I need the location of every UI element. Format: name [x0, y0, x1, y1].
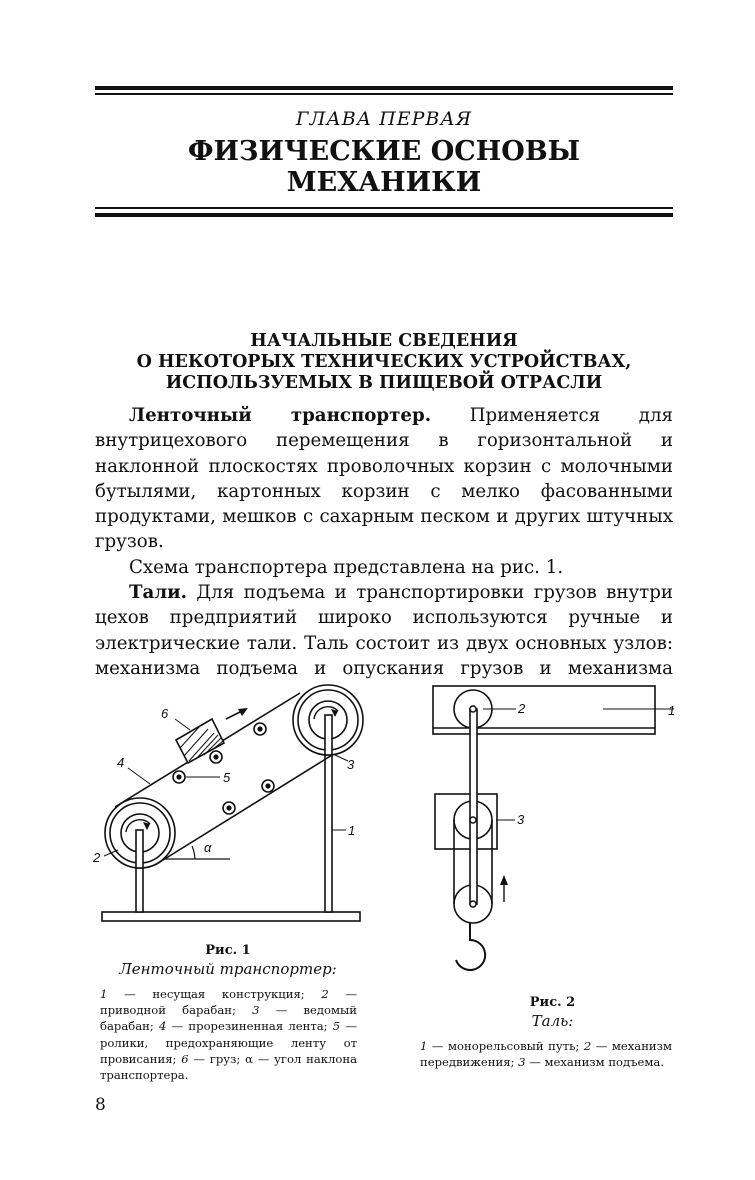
body-text [95, 403, 673, 681]
legend-number: 3 [252, 1003, 260, 1018]
fig2-label-2: 2 [518, 701, 526, 716]
angle-arc [192, 846, 195, 859]
paragraph-lead: Ленточный транспортер. [129, 405, 432, 426]
base-plate [102, 912, 360, 921]
section-title-line: О НЕКОТОРЫХ ТЕХНИЧЕСКИХ УСТРОЙСТВАХ, [136, 352, 632, 372]
legend-number: 6 [181, 1051, 189, 1066]
fig1-label-6: 6 [161, 706, 169, 721]
fig1-label-4: 4 [117, 755, 125, 770]
legend-text: — механизм подъема. [525, 1055, 665, 1070]
paragraph [95, 580, 673, 681]
legend-number: 4 [158, 1019, 167, 1034]
support-post-left-top [136, 830, 143, 868]
legend-number: 5 [332, 1019, 341, 1034]
legend-number: 2 [321, 987, 329, 1001]
top-rule-thick [95, 86, 673, 90]
legend-number: 2 [583, 1039, 592, 1053]
legend-number: 1 [420, 1039, 428, 1053]
bottom-rule-thick [95, 213, 673, 217]
top-rule-thin [95, 93, 673, 95]
hook [456, 923, 485, 970]
chapter-title [95, 136, 673, 198]
lift-arrow-head [500, 875, 508, 885]
bottom-rule-thin [95, 207, 673, 209]
legend-text: — ведомый барабан; [100, 1003, 357, 1034]
figure-2-caption-title: Рис. 2 [529, 995, 576, 1010]
figure-2-legend [420, 1038, 672, 1070]
fig1-label-2: 2 [93, 850, 101, 865]
figure-1-caption-title: Рис. 1 [205, 943, 251, 958]
chapter-title-line: МЕХАНИКИ [286, 167, 482, 198]
chapter-label: ГЛАВА ПЕРВАЯ [295, 108, 473, 130]
section-title [95, 331, 673, 394]
fig1-label-1: 1 [348, 823, 356, 838]
legend-text: — прорезиненная лента; [166, 1019, 333, 1034]
fig1-label-3: 3 [347, 757, 355, 772]
fig2-label-1: 1 [668, 703, 676, 718]
fig1-label-5: 5 [223, 770, 231, 785]
legend-text: — несущая конструкция; [107, 987, 322, 1001]
chapter-title-line: ФИЗИЧЕСКИЕ ОСНОВЫ [187, 136, 581, 167]
paragraph-text: Схема транспортера представлена на рис. 1. [129, 556, 564, 578]
paragraph [95, 555, 673, 580]
fig1-label-alpha: α [204, 840, 212, 855]
paragraph-text: Для подъема и транспортировки грузов внутри цехов предприятий широко используются ручные и электрические тали. Таль состоит из двух основных узлов: механизма подъема и опускания грузов и механизма [95, 582, 673, 679]
page-number: 8 [95, 1095, 106, 1115]
legend-text: — механизм передвижения; [420, 1039, 673, 1070]
section-title-line: НАЧАЛЬНЫЕ СВЕДЕНИЯ [250, 331, 518, 351]
figure-1-legend [100, 986, 357, 1083]
fig2-label-3: 3 [517, 812, 525, 827]
legend-text: — монорельсовый путь; [427, 1039, 584, 1053]
legend-text: — груз; α — угол наклона транспортера. [100, 1051, 357, 1083]
legend-text: — приводной барабан; [100, 987, 358, 1018]
figure-2-caption-subtitle: Таль: [531, 1012, 574, 1030]
legend-number: 3 [518, 1055, 526, 1070]
support-post-right-top [325, 715, 332, 755]
paragraph [95, 403, 673, 555]
figure-2-hoist-drawing [420, 680, 695, 980]
paragraph-lead: Тали. [129, 582, 187, 604]
figure-1-caption-subtitle: Ленточный транспортер: [119, 960, 337, 978]
section-title-line: ИСПОЛЬЗУЕМЫХ В ПИЩЕВОЙ ОТРАСЛИ [165, 373, 603, 393]
legend-number: 1 [100, 987, 108, 1001]
figure-1-conveyor-drawing [0, 670, 380, 925]
legend-text: — ролики, предохраняющие ленту от провисания; [100, 1019, 358, 1066]
paragraph-text: Применяется для внутрицехового перемещения в горизонтальной и наклонной плоскостях проволочных корзин с молочными бутылями, картонных корзин с мелко фасованными продуктами, мешков с сахарным песком и других штучных грузов. [95, 405, 673, 553]
hoist-rope [470, 709, 477, 904]
